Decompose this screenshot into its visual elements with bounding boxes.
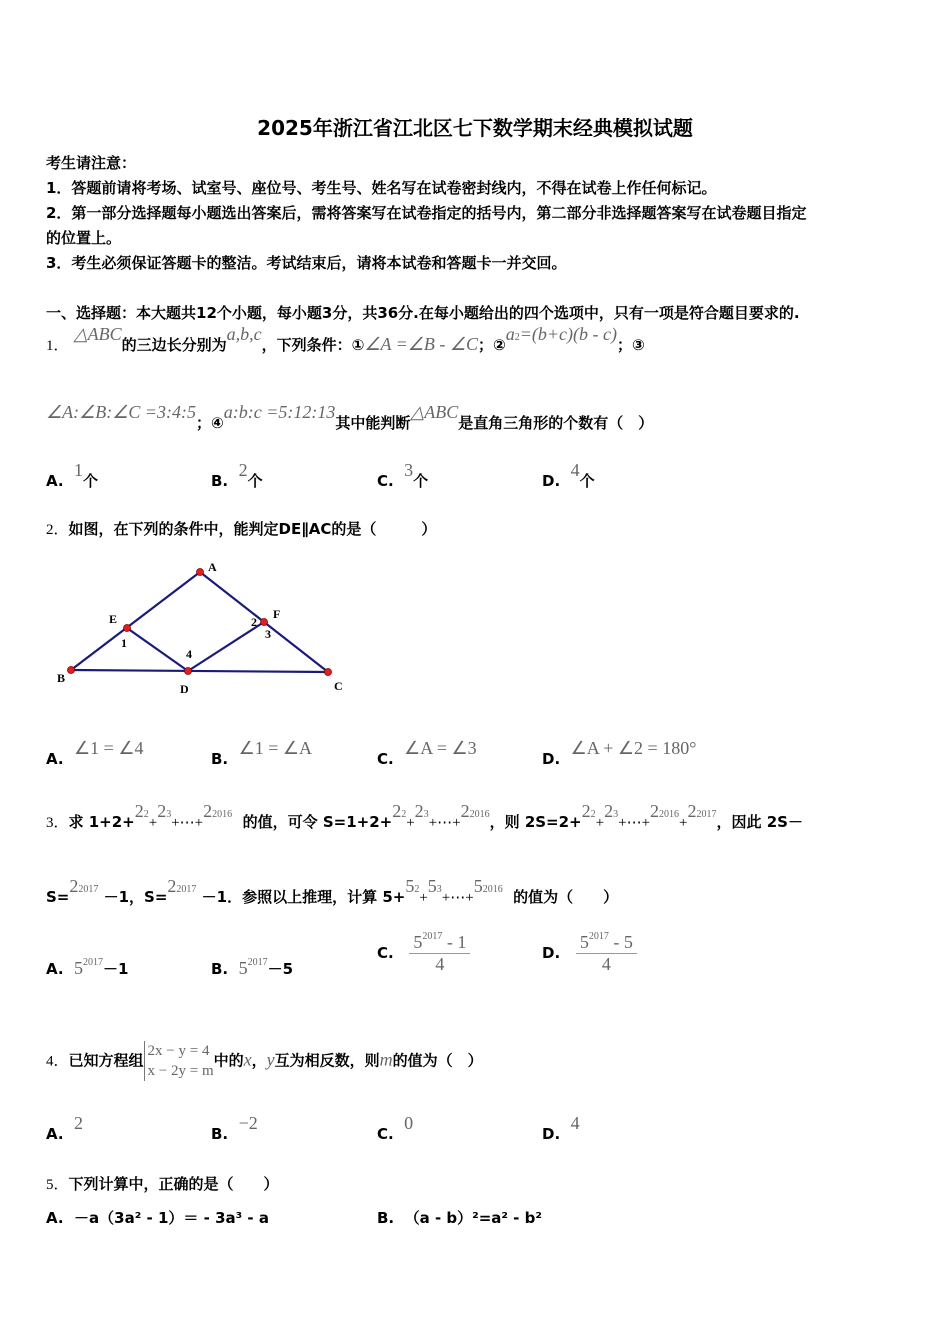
option-a[interactable] (46, 460, 99, 491)
math: 4 (435, 954, 445, 974)
question-number: 3． (46, 815, 69, 831)
notice-item: 3．考生必须保证答题卡的整洁。考试结束后，请将本试卷和答题卡一并交回。 (46, 254, 567, 272)
option-value: ∠1 = ∠4 (74, 738, 144, 758)
math: m (379, 1049, 393, 1070)
math: 2 (414, 884, 420, 895)
label-c: C (334, 679, 343, 693)
option-label: D. (542, 944, 561, 962)
label-e: E (109, 612, 118, 626)
option-label: A. (46, 750, 64, 768)
text: ， (251, 1051, 267, 1070)
text: 互为相反数，则 (274, 1051, 380, 1070)
option-a[interactable] (46, 1207, 269, 1228)
math: －1 (103, 960, 129, 978)
option-a[interactable] (46, 958, 128, 979)
math: 2 (157, 801, 167, 821)
text: 中的 (213, 1051, 244, 1070)
option-label: C. (377, 750, 394, 768)
math: ∠A =∠B - ∠C (364, 334, 479, 354)
math: 2 (650, 801, 660, 821)
option-label: B. (211, 960, 229, 978)
option-d[interactable] (542, 932, 637, 975)
notice-heading: 考生请注意： (46, 154, 137, 172)
option-value: ∠A + ∠2 = 180° (570, 738, 697, 758)
option-b[interactable] (211, 460, 263, 491)
label-angle-1: 1 (121, 636, 127, 650)
option-label: C. (377, 1125, 394, 1143)
math: 2016 (469, 809, 490, 820)
option-c[interactable] (377, 1113, 414, 1144)
text: 的值，可令 S=1+2+ (242, 813, 393, 831)
option-b[interactable] (211, 958, 293, 979)
page-title: 2025年浙江省江北区七下数学期末经典模拟试题 (257, 116, 693, 140)
math: 2 (414, 801, 424, 821)
notice-item: 的位置上。 (46, 229, 122, 247)
option-c[interactable] (377, 738, 477, 769)
math: 2017 (83, 957, 104, 968)
question-number: 4． (46, 1053, 69, 1070)
option-label: C. (377, 472, 394, 490)
math: 5 (405, 876, 415, 896)
math: 2 (590, 809, 596, 820)
triangle-figure (0, 550, 360, 700)
text: 是直角三角形的个数有（ ） (458, 414, 654, 432)
option-label: A. (46, 472, 64, 490)
option-value: 1 (74, 460, 84, 480)
option-d[interactable] (542, 460, 595, 491)
question-3-line-2 (46, 876, 619, 907)
label-angle-4: 4 (186, 647, 192, 661)
question-text: 下列计算中，正确的是（ ） (68, 1175, 279, 1193)
question-number: 2． (46, 522, 69, 538)
text: ；② (478, 336, 506, 354)
math: + (148, 815, 158, 831)
label-angle-3: 3 (265, 627, 271, 641)
math: 2 (143, 809, 149, 820)
math: 2 (134, 801, 144, 821)
unit: 个 (413, 472, 429, 490)
math: 5 (238, 958, 248, 978)
text: ，则 2S=2+ (489, 813, 582, 831)
math: 3 (613, 809, 619, 820)
question-text: 如图，在下列的条件中，能判定DE∥AC的是（ ） (68, 520, 437, 538)
option-label: A. (46, 1125, 64, 1143)
option-label: A. (46, 960, 64, 978)
math: 3 (423, 809, 429, 820)
math: 4 (601, 954, 611, 974)
option-c[interactable] (377, 932, 470, 975)
math: a (505, 324, 515, 344)
equation: x − 2y = m (147, 1063, 214, 1079)
math: +⋯+ (618, 815, 651, 831)
equation-system (144, 1041, 214, 1081)
math: 5 (473, 876, 483, 896)
option-value: 3 (404, 460, 414, 480)
text: ，下列条件：① (261, 336, 365, 354)
option-value: －a（3a² - 1）＝ - 3a³ - a (74, 1209, 269, 1227)
fraction (576, 932, 637, 975)
math: 2 (392, 801, 402, 821)
math: 2016 (659, 809, 680, 820)
math: - 5 (608, 932, 633, 952)
option-a[interactable] (46, 1113, 84, 1144)
text: 求 1+2+ (68, 813, 135, 831)
text: S= (46, 888, 70, 906)
option-label: A. (46, 1209, 64, 1227)
notice-item: 1．答题前请将考场、试室号、座位号、考生号、姓名写在试卷密封线内，不得在试卷上作任何标记。 (46, 179, 717, 197)
question-5 (46, 1173, 279, 1194)
text: －1．参照以上推理，计算 5+ (201, 888, 406, 906)
question-number: 1． (46, 338, 69, 354)
option-label: B. (211, 750, 229, 768)
math: 2017 (696, 809, 717, 820)
text: ；④ (196, 414, 224, 432)
math: 5 (413, 932, 423, 952)
option-b[interactable] (211, 738, 313, 769)
math: =(b+c)(b - c) (519, 324, 617, 344)
option-b[interactable] (211, 1113, 258, 1144)
math: 2016 (482, 884, 503, 895)
math: + (595, 815, 605, 831)
option-b[interactable] (377, 1207, 542, 1228)
option-label: B. (211, 1125, 229, 1143)
option-c[interactable] (377, 460, 429, 491)
option-value: ∠A = ∠3 (404, 738, 477, 758)
math: 5 (74, 958, 84, 978)
question-number: 5． (46, 1177, 69, 1193)
option-label: D. (542, 472, 561, 490)
math: 2 (69, 876, 79, 896)
text: －1，S= (103, 888, 168, 906)
math: △ABC (410, 402, 459, 422)
math: + (419, 890, 428, 906)
unit: 个 (247, 472, 263, 490)
label-b: B (57, 671, 66, 685)
math: 2 (203, 801, 213, 821)
text: ，因此 2S－ (716, 813, 803, 831)
math: 5 (427, 876, 437, 896)
math: 2 (460, 801, 470, 821)
math: +⋯+ (428, 815, 461, 831)
question-1-line-2 (46, 402, 654, 433)
option-label: D. (542, 750, 561, 768)
math: 2 (167, 876, 177, 896)
math: 3 (436, 884, 442, 895)
math: 2017 (247, 957, 268, 968)
math: 2 (581, 801, 591, 821)
math: + (406, 815, 415, 831)
question-2 (46, 518, 436, 539)
notice-item: 2．第一部分选择题每小题选出答案后，需将答案写在试卷指定的括号内，第二部分非选择题答案写在试卷题目指定 (46, 204, 807, 222)
option-value: 2 (74, 1113, 84, 1133)
math: ∠A:∠B:∠C =3:4:5 (46, 402, 197, 422)
math: 2 (687, 801, 697, 821)
question-3-line-1 (46, 801, 803, 832)
math: 2 (604, 801, 614, 821)
label-d: D (180, 682, 189, 696)
text: 的值为（ ） (513, 888, 619, 906)
text: 的三边长分别为 (121, 336, 227, 354)
option-label: C. (377, 944, 394, 962)
option-value: 4 (570, 1113, 580, 1133)
question-1-line-1 (46, 324, 645, 355)
text: 已知方程组 (68, 1051, 144, 1070)
math: 2 (401, 809, 407, 820)
math: △ABC (73, 324, 122, 344)
math: x (243, 1049, 252, 1070)
math: 2016 (212, 809, 233, 820)
option-value: −2 (238, 1113, 258, 1133)
question-4 (46, 1041, 483, 1081)
option-value: 2 (238, 460, 248, 480)
option-value: （a - b）²=a² - b² (404, 1209, 542, 1227)
option-a[interactable] (46, 738, 144, 769)
math: - 1 (442, 932, 467, 952)
text: 其中能判断 (335, 414, 411, 432)
math: 2017 (78, 884, 99, 895)
math: －5 (267, 960, 294, 978)
math: a,b,c (226, 324, 262, 344)
math: 2017 (588, 931, 609, 942)
section-heading: 一、选择题：本大题共12个小题，每小题3分，共36分.在每小题给出的四个选项中，只有一项是符合题目要求的. (46, 304, 800, 322)
option-value: 4 (570, 460, 580, 480)
text: ；③ (617, 336, 645, 354)
math: 2017 (176, 884, 197, 895)
option-label: D. (542, 1125, 561, 1143)
option-label: B. (377, 1209, 395, 1227)
unit: 个 (83, 472, 99, 490)
math: 2017 (422, 931, 443, 942)
label-angle-2: 2 (251, 615, 257, 629)
math: 2 (514, 332, 520, 343)
label-a: A (208, 560, 217, 574)
math: y (266, 1049, 275, 1070)
math: a:b:c =5:12:13 (223, 402, 336, 422)
math: +⋯+ (171, 815, 204, 831)
option-d[interactable] (542, 738, 697, 769)
math: 3 (166, 809, 172, 820)
equation: 2x − y = 4 (147, 1043, 210, 1059)
option-label: B. (211, 472, 229, 490)
option-value: 0 (404, 1113, 414, 1133)
unit: 个 (579, 472, 595, 490)
fraction (409, 932, 470, 975)
option-d[interactable] (542, 1113, 580, 1144)
option-value: ∠1 = ∠A (238, 738, 313, 758)
label-f: F (273, 607, 281, 621)
text: 的值为（ ） (392, 1051, 483, 1070)
math: + (679, 815, 688, 831)
math: +⋯+ (441, 890, 474, 906)
math: 5 (579, 932, 589, 952)
